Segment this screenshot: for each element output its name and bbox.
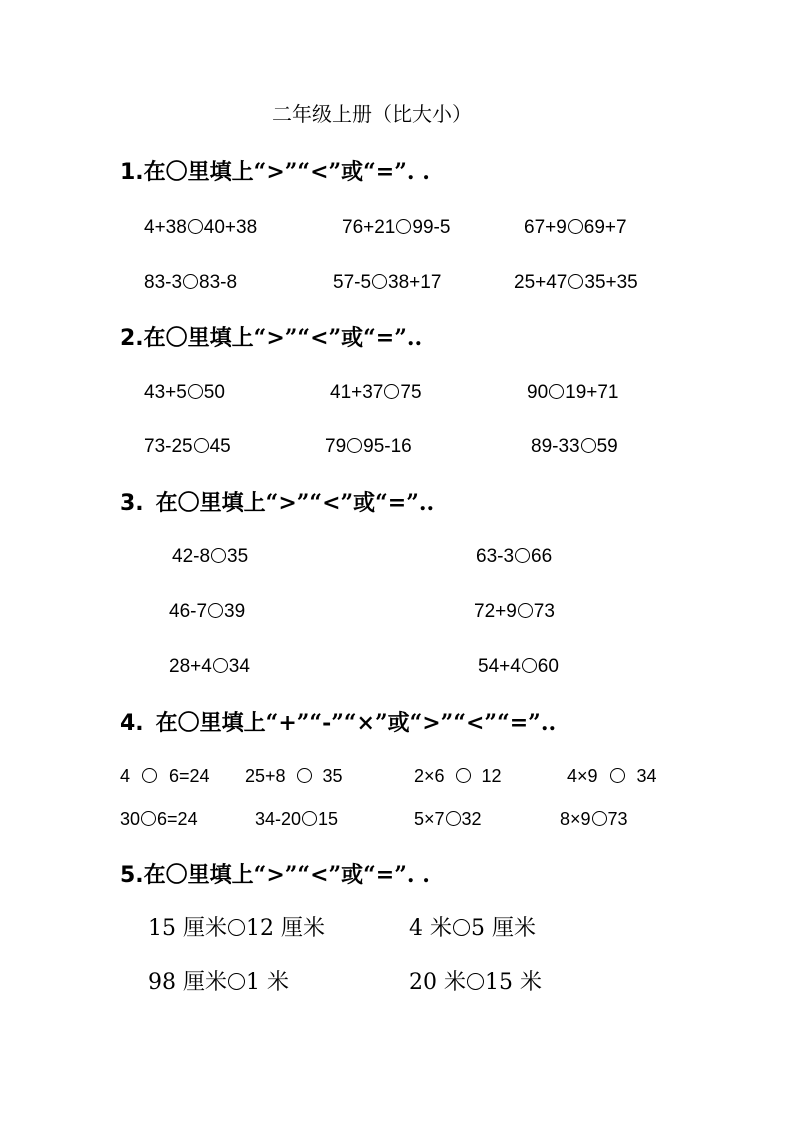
question-1-number: 1. — [120, 160, 144, 185]
question-5-instruction: 在〇里填上“>”“<”或“=”. . — [143, 862, 430, 888]
page-title: 二年级上册（比大小） — [272, 102, 472, 126]
answer-circle[interactable] — [188, 219, 203, 234]
q2-item-4: 73-25 45 — [144, 436, 231, 457]
answer-circle[interactable] — [515, 548, 530, 563]
q1-item-2: 76+21 99-5 — [342, 217, 451, 238]
answer-circle[interactable] — [518, 603, 533, 618]
q1-item-1: 4+38 40+38 — [144, 217, 258, 238]
q2-item-6: 89-33 59 — [531, 436, 618, 457]
question-3-number: 3. — [120, 491, 144, 516]
answer-circle[interactable] — [610, 768, 625, 783]
question-1-instruction: 在〇里填上“>”“<”或“=”. . — [143, 159, 430, 185]
q3-item-1: 42-8 35 — [172, 546, 249, 567]
answer-circle[interactable] — [522, 658, 537, 673]
q4-item-3: 2×6 12 — [414, 766, 502, 786]
q5-item-3: 98 厘米 1 米 — [148, 970, 289, 995]
answer-circle[interactable] — [467, 973, 484, 990]
q2-item-3: 90 19+71 — [527, 382, 619, 403]
question-4-instruction: 在〇里填上“+”“-”“×”或“>”“<”“=”.. — [155, 710, 557, 736]
q4-item-4: 4×9 34 — [567, 766, 657, 786]
answer-circle[interactable] — [302, 811, 317, 826]
q2-item-1: 43+5 50 — [144, 382, 225, 403]
question-5-heading — [120, 864, 430, 887]
answer-circle[interactable] — [384, 384, 399, 399]
q3-item-6: 54+4 60 — [478, 656, 559, 677]
q4-item-1: 4 6=24 — [120, 766, 210, 786]
answer-circle[interactable] — [194, 438, 209, 453]
answer-circle[interactable] — [453, 919, 470, 936]
answer-circle[interactable] — [568, 274, 583, 289]
answer-circle[interactable] — [211, 548, 226, 563]
answer-circle[interactable] — [592, 811, 607, 826]
q4-item-2: 25+8 35 — [245, 766, 343, 786]
q2-item-2: 41+37 75 — [330, 382, 422, 403]
q4-item-7: 5×7 32 — [414, 809, 482, 829]
q4-item-6: 34-20 15 — [255, 809, 339, 829]
q2-item-5: 79 95-16 — [325, 436, 412, 457]
answer-circle[interactable] — [581, 438, 596, 453]
q3-item-4: 72+9 73 — [474, 601, 555, 622]
answer-circle[interactable] — [446, 811, 461, 826]
question-2-instruction: 在〇里填上“>”“<”或“=”.. — [143, 325, 423, 351]
question-3-instruction: 在〇里填上“>”“<”或“=”.. — [155, 490, 435, 516]
question-2-number: 2. — [120, 326, 144, 351]
answer-circle[interactable] — [549, 384, 564, 399]
answer-circle[interactable] — [347, 438, 362, 453]
q1-item-3: 67+9 69+7 — [524, 217, 627, 238]
q3-item-3: 46-7 39 — [169, 601, 246, 622]
question-4-number: 4. — [120, 711, 144, 736]
answer-circle[interactable] — [208, 603, 223, 618]
answer-circle[interactable] — [456, 768, 471, 783]
q3-item-5: 28+4 34 — [169, 656, 250, 677]
q1-item-6: 25+47 35+35 — [514, 272, 638, 293]
answer-circle[interactable] — [142, 768, 157, 783]
q5-item-2: 4 米 5 厘米 — [409, 916, 536, 941]
q5-item-1: 15 厘米 12 厘米 — [148, 916, 325, 941]
q1-item-4: 83-3 83-8 — [144, 272, 238, 293]
answer-circle[interactable] — [213, 658, 228, 673]
answer-circle[interactable] — [228, 973, 245, 990]
answer-circle[interactable] — [372, 274, 387, 289]
answer-circle[interactable] — [188, 384, 203, 399]
answer-circle[interactable] — [183, 274, 198, 289]
answer-circle[interactable] — [297, 768, 312, 783]
question-4-heading — [120, 712, 556, 735]
question-2-heading — [120, 327, 422, 350]
q1-item-5: 57-5 38+17 — [333, 272, 442, 293]
answer-circle[interactable] — [396, 219, 411, 234]
answer-circle[interactable] — [228, 919, 245, 936]
question-5-number: 5. — [120, 863, 144, 888]
q3-item-2: 63-3 66 — [476, 546, 553, 567]
q4-item-5: 30 6=24 — [120, 809, 198, 829]
answer-circle[interactable] — [568, 219, 583, 234]
q4-item-8: 8×9 73 — [560, 809, 628, 829]
q5-item-4: 20 米 15 米 — [409, 970, 542, 995]
answer-circle[interactable] — [141, 811, 156, 826]
question-1-heading — [120, 161, 430, 184]
question-3-heading — [120, 492, 434, 515]
